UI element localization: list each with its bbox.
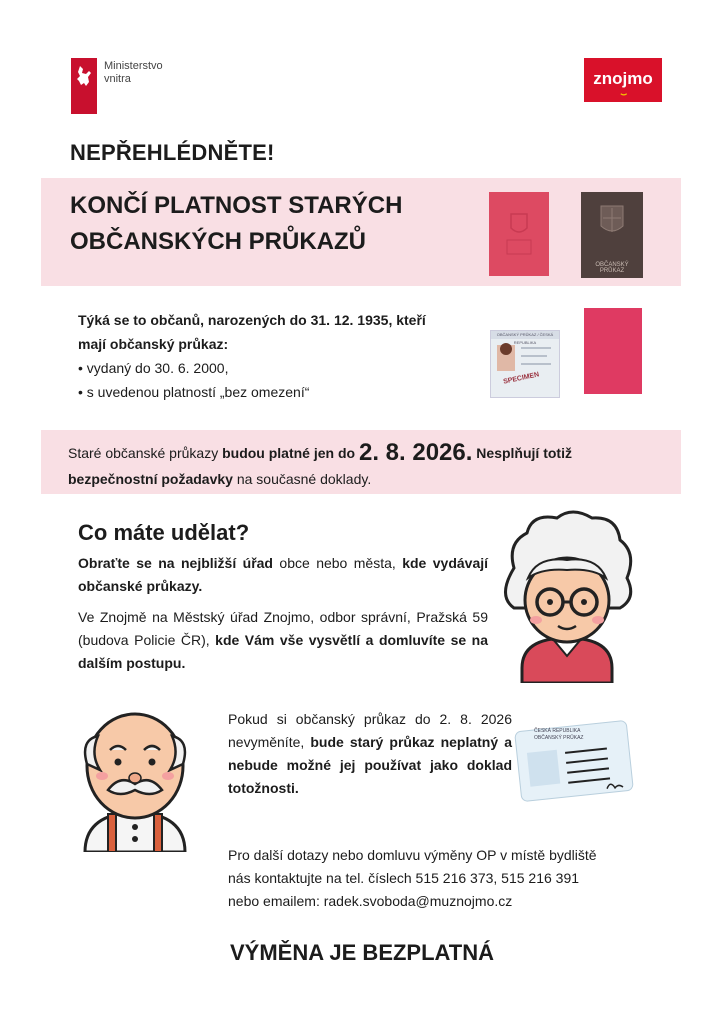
warning-a: Pokud si občanský průkaz do 2. 8. 2026 nevyměníte, xyxy=(228,711,512,750)
validity-t5: na současné doklady. xyxy=(232,471,372,487)
card-line xyxy=(521,363,551,365)
validity-t1: Staré občanské průkazy xyxy=(68,445,223,461)
new-id-card-back xyxy=(584,308,642,394)
what-paragraph-1 xyxy=(78,552,488,598)
eligibility-block xyxy=(78,308,478,404)
contact-block xyxy=(228,844,660,913)
znojmo-logo-text: znojmo xyxy=(593,69,653,88)
warning-b: bude starý průkaz neplatný a nebude možné jej používat jako doklad totožnosti. xyxy=(228,734,513,796)
validity-text xyxy=(68,438,668,492)
what-paragraph-2 xyxy=(78,606,488,675)
contact-line2: nás kontaktujte na tel. číslech 515 216 373, 515 216 391 xyxy=(228,870,580,886)
ministry-logo xyxy=(71,58,97,114)
eligibility-bullet1: • vydaný do 30. 6. 2000, xyxy=(78,360,229,376)
coat-of-arms-icon xyxy=(581,192,643,262)
logo-underline-icon xyxy=(584,93,662,96)
coat-of-arms-icon xyxy=(489,192,549,276)
photo-icon xyxy=(497,345,515,371)
eligibility-bullet2: • s uvedenou platností „bez omezení“ xyxy=(78,384,310,400)
validity-t3: Nesplňují totiž xyxy=(472,445,572,461)
ministry-line2: vnitra xyxy=(104,73,131,85)
validity-date: 2. 8. 2026. xyxy=(358,439,473,466)
new-id-card xyxy=(490,330,560,398)
eligibility-line2: mají občanský průkaz: xyxy=(78,336,229,352)
ministry-line1: Ministerstvo xyxy=(104,60,163,72)
eligibility-line1: Týká se to občanů, narozených do 31. 12. 1935, kteří xyxy=(78,312,426,328)
old-card-label: OBČANSKÝ PRŮKAZ xyxy=(595,262,629,274)
free-exchange-footer: VÝMĚNA JE BEZPLATNÁ xyxy=(229,940,495,965)
warning-text xyxy=(228,708,512,800)
id-card-line1: ČESKÁ REPUBLIKA xyxy=(534,728,581,734)
grandma-icon xyxy=(492,508,642,683)
headline-line1: KONČÍ PLATNOST STARÝCH xyxy=(70,192,403,219)
grandpa-icon xyxy=(60,702,210,852)
old-id-card-dark xyxy=(581,192,643,278)
contact-line3: nebo emailem: radek.svoboda@muznojmo.cz xyxy=(228,893,513,909)
ministry-name xyxy=(104,60,163,86)
attention-heading: NEPŘEHLÉDNĚTE! xyxy=(70,140,275,165)
new-card-header: OBČANSKÝ PRŮKAZ / ČESKÁ REPUBLIKA xyxy=(491,331,559,339)
id-card-line2: OBČANSKÝ PRŮKAZ xyxy=(534,735,584,741)
card-line xyxy=(521,347,551,349)
contact-line1: Pro další dotazy nebo domluvu výměny OP v místě bydliště xyxy=(228,847,597,863)
what-to-do-title: Co máte udělat? xyxy=(78,520,250,545)
validity-t2: budou platné jen do xyxy=(222,445,359,461)
what-p2a: Ve Znojmě na Městský úřad Znojmo, odbor správní, Pražská 59 (budova Policie ČR), xyxy=(78,609,488,648)
old-id-card-red xyxy=(489,192,549,276)
znojmo-logo xyxy=(584,58,662,102)
headline xyxy=(70,188,402,260)
what-p1c: kde vydávají občanské průkazy. xyxy=(78,555,489,594)
card-line xyxy=(521,355,547,357)
what-p1b: obce nebo města, xyxy=(273,555,403,571)
what-p2b: kde Vám vše vysvětlí a domluvíte se na dalším postupu. xyxy=(78,632,488,671)
headline-line2: OBČANSKÝCH PRŮKAZŮ xyxy=(70,228,367,255)
validity-t4: bezpečnostní požadavky xyxy=(68,471,233,487)
specimen-stamp: SPECIMEN xyxy=(502,371,540,386)
lion-emblem-icon xyxy=(74,64,94,88)
id-card-icon xyxy=(512,718,636,804)
what-p1a: Obraťte se na nejbližší úřad xyxy=(78,555,273,571)
